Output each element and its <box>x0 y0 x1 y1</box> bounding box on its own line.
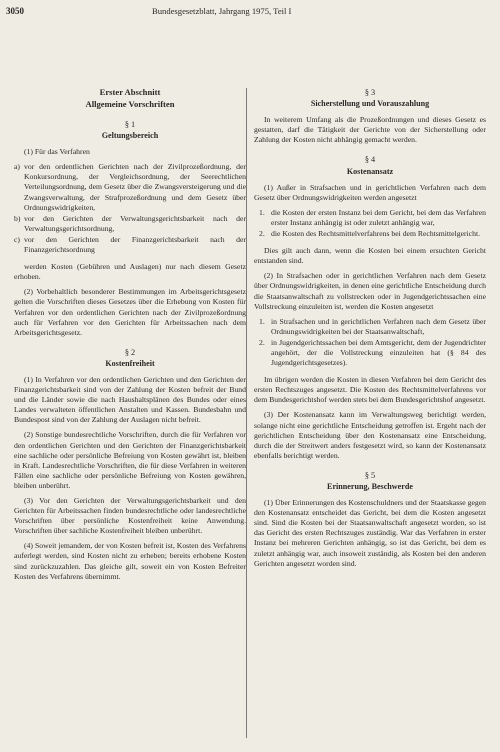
paragraph-text: Dies gilt auch dann, wenn die Kosten bei einem ersuchten Gericht entstanden sind. <box>254 246 486 266</box>
paragraph-heading: Kostenfreiheit <box>105 358 155 368</box>
section-subtitle: Allgemeine Vorschriften <box>85 99 175 109</box>
paragraph-text: (2) Sonstige bundesrechtliche Vorschriften, durch die für Verfahren vor den ordentlichen Gerichten und den Gerichten der Finanzgerichtsbarkeit eine sachliche oder persönliche Befreiung von Kosten gewährt ist, bleiben in Kraft. Landesrechtliche Vorschriften, die für diese Verfahren in weiteren Fällen eine sachliche oder persönliche Befreiung von Kosten gewähren, bleiben unberührt. <box>14 430 246 490</box>
paragraph-text: (4) Soweit jemandem, der von Kosten befreit ist, Kosten des Verfahrens auferlegt werden, sind Kosten nicht zu erheben; bereits erhobene Kosten sind zurückzuzahlen. Das gleiche gilt, soweit ein von Kosten Befreiter Kosten des Verfahrens übernimmt. <box>14 541 246 581</box>
paragraph-heading: Kostenansatz <box>346 166 394 176</box>
left-column <box>14 86 246 587</box>
paragraph-text: (3) Vor den Gerichten der Verwaltungsgerichtsbarkeit und den Gerichten für Arbeitssachen finden bundesrechtliche oder landesrechtliche Vorschriften über persönliche Kostenfreiheit keine Anwendung. Vorschriften über sachliche Kostenfreiheit bleiben unberührt. <box>14 496 246 536</box>
right-column <box>254 88 486 574</box>
list-item: 1. in Strafsachen und in gerichtlichen Verfahren nach dem Gesetz über Ordnungswidrigkeiten bei der Staatsanwaltschaft, <box>259 316 486 336</box>
paragraph-text: (2) Vorbehaltlich besonderer Bestimmungen im Arbeitsgerichtsgesetz gelten die Vorschriften dieses Gesetzes über die Erhebung von Kosten für Verfahren vor den ordentlichen Gerichten nach der Zivilprozeßordnung auch für Verfahren vor den Gerichten für Arbeitssachen nach dem Arbeitsgerichtsgesetz. <box>14 287 246 337</box>
paragraph-text: In weiterem Umfang als die Prozeßordnungen und dieses Gesetz es gestatten, darf die Tätigkeit der Gerichte von der Sicherstellung oder Zahlung der Kosten nicht abhängig gemacht werden. <box>254 115 486 145</box>
list-item: 2. die Kosten des Rechtsmittelverfahrens bei dem Rechtsmittelgericht. <box>259 229 480 239</box>
list-item: a) vor den ordentlichen Gerichten nach der Zivilprozeßordnung, der Konkursordnung, der Vergleichsordnung, der Seerechtlichen Verteilungsordnung, dem Gesetz über die Zwangsversteigerung und die Zwangsverwaltung, der Strafprozeßordnung und dem Gesetz über Ordnungswidrigkeiten, <box>14 162 246 212</box>
list-item: 2. in Jugendgerichtssachen bei dem Amtsgericht, dem der Jugendrichter angehört, der die Vollstreckung einzuleiten hat (§ 84 des Jugendgerichtsgesetzes). <box>259 337 486 368</box>
paragraph-text: (1) Über Erinnerungen des Kostenschuldners und der Staatskasse gegen den Kostenansatz entscheidet das Gericht, bei dem die Kosten angesetzt sind. Sind die Kosten bei der Staatsanwaltschaft angesetzt worden, so ist das Gericht des ersten Rechtszuges zuständig. War das Verfahren in erster Instanz bei mehreren Gerichten anhängig, so ist das Gericht, bei dem es zuletzt anhängig war, auch insoweit zuständig, als Kosten bei den anderen Gerichten angesetzt worden sind. <box>254 498 486 568</box>
paragraph-text: (2) In Strafsachen oder in gerichtlichen Verfahren nach dem Gesetz über Ordnungswidrigkeiten, in denen eine gerichtliche Entscheidung durch die Staatsanwaltschaft zu vollstrecken oder in Jugendgerichtssachen eine Vollstreckung einzuleiten ist, werden die Kosten angesetzt <box>254 271 486 311</box>
column-divider <box>246 88 247 738</box>
list-item: 1. die Kosten der ersten Instanz bei dem Gericht, bei dem das Verfahren erster Instanz anhängig ist oder zuletzt anhängig war, <box>259 207 486 227</box>
paragraph-number: § 2 <box>124 347 136 357</box>
paragraph-text: (1) In Verfahren vor den ordentlichen Gerichten und den Gerichten der Finanzgerichtsbarkeit sind von der Zahlung der Kosten befreit der Bund und die Länder sowie die nach Haushaltsplänen des Bundes oder eines Landes verwalteten öffentlichen Anstalten und Kassen. Bundesbahn und Bundespost sind von der Zahlung der Auslagen nicht befreit. <box>14 374 246 425</box>
paragraph-number: § 5 <box>364 470 376 480</box>
paragraph-number: § 3 <box>364 88 376 97</box>
paragraph-heading: Erinnerung, Beschwerde <box>327 482 413 491</box>
paragraph-text: (1) Außer in Strafsachen und in gerichtlichen Verfahren nach dem Gesetz über Ordnungswidrigkeiten werden angesetzt <box>254 182 486 202</box>
running-header: Bundesgesetzblatt, Jahrgang 1975, Teil I <box>152 6 292 16</box>
paragraph-number: § 4 <box>364 155 376 165</box>
page-number: 3050 <box>6 6 24 16</box>
paragraph-text: Im übrigen werden die Kosten in diesen Verfahren bei dem Gericht des ersten Rechtszuges angesetzt. Die Kosten des Rechtsmittelverfahrens vor dem Bundesgerichtshof werden stets bei dem Bundesgerichtshof angesetzt. <box>254 375 486 405</box>
paragraph-number: § 1 <box>124 120 136 129</box>
section-title: Erster Abschnitt <box>99 87 161 97</box>
list-item: c) vor den Gerichten der Finanzgerichtsbarkeit nach der Finanzgerichtsordnung <box>14 234 246 255</box>
list-item: b) vor den Gerichten der Verwaltungsgerichtsbarkeit nach der Verwaltungsgerichtsordnung, <box>14 213 246 233</box>
paragraph-text: werden Kosten (Gebühren und Auslagen) nur nach diesem Gesetz erhoben. <box>14 262 246 282</box>
paragraph-heading: Sicherstellung und Vorauszahlung <box>310 99 430 109</box>
paragraph-text: (1) Für das Verfahren <box>24 147 90 157</box>
paragraph-text: (3) Der Kostenansatz kann im Verwaltungsweg berichtigt werden, solange nicht eine gerichtliche Entscheidung getroffen ist. Ergeht nach der gerichtlichen Entscheidung über den Kostenansatz eine Entscheidung, durch die der Streitwert anders festgesetzt wird, so kann der Kostenansatz ebenfalls berichtigt werden. <box>254 410 486 460</box>
paragraph-heading: Geltungsbereich <box>101 131 159 141</box>
